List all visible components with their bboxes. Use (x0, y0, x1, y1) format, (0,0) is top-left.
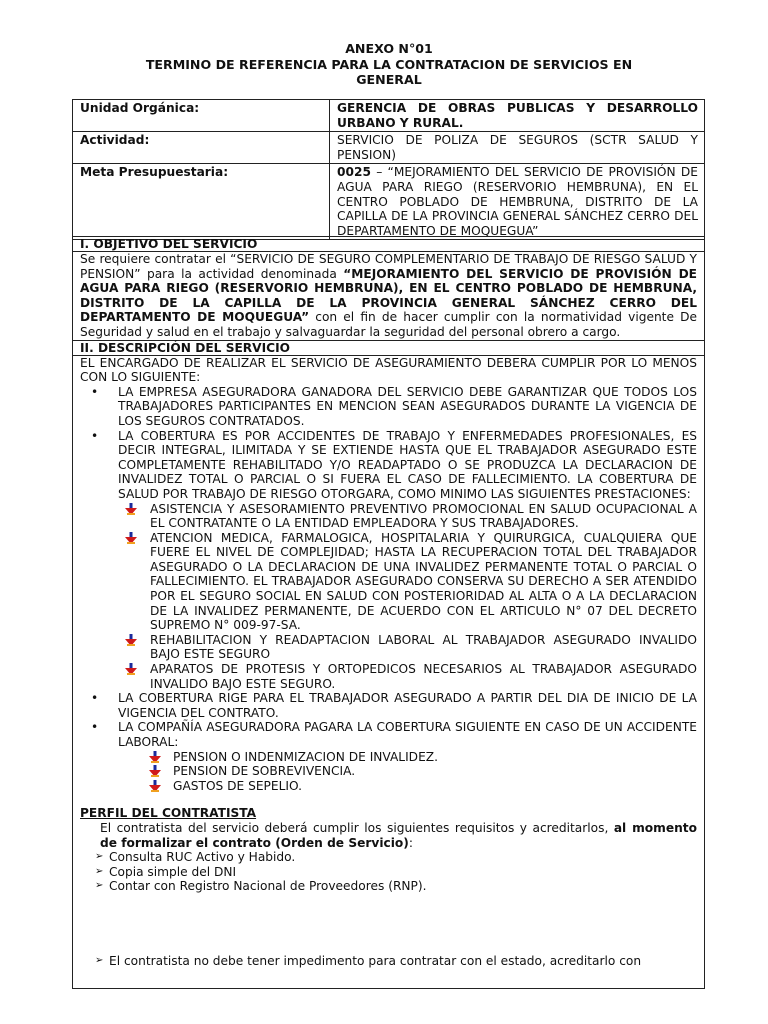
section-objetivo-text (73, 252, 704, 340)
section-descripcion-title: II. DESCRIPCIÓN DEL SERVICIO (73, 340, 704, 356)
actividad-label: Actividad: (73, 132, 330, 164)
objetivo-text-bold: “MEJORAMIENTO DEL SERVICIO DE PROVISIÓN DE AGUA PARA RIEGO (RESERVORIO HEMBRUNA), EN EL CENTRO POBLADO DE HEMBRUNA, DISTRITO DE LA CAPILLA DE LA PROVINCIA GENERAL SÁNCHEZ CERRO DEL DEPARTAMENTO DE MOQUEGUA” (80, 266, 698, 325)
table-row (73, 164, 705, 240)
meta-code: 0025 (337, 165, 371, 180)
unidad-label: Unidad Orgánica: (73, 100, 330, 132)
bullet-text: LA COBERTURA RIGE PARA EL TRABAJADOR ASEGURADO A PARTIR DEL DIA DE INICIO DE LA VIGENCIA DEL CONTRATO. (118, 691, 697, 720)
objetivo-text-a: Se requiere contratar el “SERVICIO DE SEGURO COMPLEMENTARIO DE TRABAJO DE RIESGO SALUD Y PENSION” para la actividad denominada (80, 252, 697, 281)
info-table (72, 99, 705, 240)
actividad-value: SERVICIO DE POLIZA DE SEGUROS (SCTR SALUD Y PENSION) (330, 132, 705, 164)
arrow-bullet-icon (125, 663, 137, 675)
annex-title: ANEXO N°01 (345, 41, 433, 56)
sub-item-text: ATENCION MEDICA, FARMALOGICA, HOSPITALARIA Y QUIRURGICA, CUALQUIERA QUE FUERE EL NIVEL DE COMPLEJIDAD; HASTA LA RECUPERACION TOTAL DEL TRABAJADOR ASEGURADO O LA DECLARACION DE UNA INVALIDEZ PERMANENTE TOTAL O PARCIAL O FALLECIMIENTO. EL TRABAJADOR ASEGURADO CONSERVA SU DERECHO A SER ATENDIDO POR EL SEGURO SOCIAL EN SALUD CON POSTERIORIDAD AL ALTA O A LA DECLARACION DE LA INVALIDEZ PERMANENTE, DE ACUERDO CON EL ARTICULO N° 07 DEL DECRETO SUPREMO N° 009-97-SA. (150, 530, 697, 633)
sub-item-text: APARATOS DE PROTESIS Y ORTOPEDICOS NECESARIOS AL TRABAJADOR ASEGURADO INVALIDO BAJO ESTE SEGURO. (150, 662, 697, 691)
arrow-bullet-icon (149, 765, 161, 777)
arrow-bullet-icon (125, 503, 137, 515)
list-item (73, 750, 704, 765)
arrow-bullet-icon (149, 780, 161, 792)
list-item (73, 531, 704, 633)
terms-title-line2: GENERAL (356, 72, 422, 87)
perfil-title: PERFIL DEL CONTRATISTA (80, 806, 257, 821)
list-item (73, 954, 704, 969)
sub-item-text: GASTOS DE SEPELIO. (173, 778, 302, 793)
meta-label: Meta Presupuestaria: (73, 164, 330, 240)
list-item (73, 779, 704, 794)
objetivo-text-b: con el fin de hacer cumplir con la normatividad vigente De Seguridad y salud en el trabajo y salvaguardar la seguridad del personal obrero a cargo. (80, 310, 697, 339)
perfil-intro-a: El contratista del servicio deberá cumplir los siguientes requisitos y acreditarlos, (100, 820, 614, 835)
table-row (73, 100, 705, 132)
meta-value-cell (330, 164, 705, 240)
bullet-text: LA EMPRESA ASEGURADORA GANADORA DEL SERVICIO DEBE GARANTIZAR QUE TODOS LOS TRABAJADORES PARTICIPANTES EN MENCION SEAN ASEGURADOS DURANTE LA VIGENCIA DE LOS SEGUROS CONTRATADOS. (118, 384, 697, 428)
bullet-text: LA COMPAÑÍA ASEGURADORA PAGARA LA COBERTURA SIGUIENTE EN CASO DE UN ACCIDENTE LABORAL: (118, 720, 697, 749)
terms-box (72, 236, 705, 989)
perfil-intro-bold: al momento de formalizar el contrato (Orden de Servicio) (100, 820, 697, 850)
perfil-intro (73, 821, 704, 850)
requirement-text: El contratista no debe tener impedimento para contratar con el estado, acreditarlo con (109, 953, 642, 968)
sub-item-text: REHABILITACION Y READAPTACION LABORAL AL TRABAJADOR ASEGURADO INVALIDO BAJO ESTE SEGURO (150, 632, 697, 662)
document-heading (72, 41, 706, 88)
bullet-icon: • (91, 691, 99, 706)
requirement-text: Consulta RUC Activo y Habido. (109, 850, 296, 865)
arrowhead-bullet-icon: ➢ (95, 880, 104, 892)
meta-value: – “MEJORAMIENTO DEL SERVICIO DE PROVISIÓN DE AGUA PARA RIEGO (RESERVORIO HEMBRUNA), EN EL CENTRO POBLADO DE HEMBRUNA, DISTRITO DE LA CAPILLA DE LA PROVINCIA GENERAL SÁNCHEZ CERRO DEL DEPARTAMENTO DE MOQUEGUA” (337, 165, 698, 238)
list-item (73, 429, 704, 502)
table-row (73, 132, 705, 164)
list-item (73, 691, 704, 720)
arrow-bullet-icon (125, 532, 137, 544)
list-item (73, 865, 704, 880)
requirement-text: Copia simple del DNI (109, 864, 237, 879)
bullet-icon: • (91, 428, 99, 443)
sub-item-text: ASISTENCIA Y ASESORAMIENTO PREVENTIVO PROMOCIONAL EN SALUD OCUPACIONAL A EL CONTRATANTE O LA ENTIDAD EMPLEADORA Y SUS TRABAJADORES. (150, 501, 697, 531)
spacer (73, 894, 704, 954)
terms-title-line1: TERMINO DE REFERENCIA PARA LA CONTRATACION DE SERVICIOS EN (145, 56, 633, 72)
sub-item-text: PENSION DE SOBREVIVENCIA. (173, 764, 356, 779)
list-item (73, 879, 704, 894)
list-item (73, 720, 704, 749)
arrowhead-bullet-icon: ➢ (95, 865, 104, 877)
arrow-bullet-icon (125, 634, 137, 646)
list-item (73, 385, 704, 429)
list-item (73, 850, 704, 865)
list-item (73, 662, 704, 691)
unidad-value: GERENCIA DE OBRAS PUBLICAS Y DESARROLLO URBANO Y RURAL. (330, 100, 705, 132)
arrow-bullet-icon (149, 751, 161, 763)
list-item (73, 502, 704, 531)
sub-item-text: PENSION O INDENMIZACION DE INVALIDEZ. (173, 749, 438, 764)
requirement-text: Contar con Registro Nacional de Proveedores (RNP). (109, 879, 427, 894)
descripcion-intro: EL ENCARGADO DE REALIZAR EL SERVICIO DE ASEGURAMIENTO DEBERA CUMPLIR POR LO MENOS CON LO SIGUIENTE: (80, 355, 697, 385)
arrowhead-bullet-icon: ➢ (95, 851, 104, 863)
list-item (73, 633, 704, 662)
arrowhead-bullet-icon: ➢ (95, 954, 104, 966)
bullet-text: LA COBERTURA ES POR ACCIDENTES DE TRABAJO Y ENFERMEDADES PROFESIONALES, ES DECIR INTEGRAL, ILIMITADA Y SE EXTIENDE HASTA QUE EL TRABAJADOR ASEGURADO ESTE COMPLETAMENTE REHABILITADO Y/O READAPTADO O SE PRODUZCA LA DECLARACION DE INVALIDEZ TOTAL O PARCIAL O SI FUERA EL CASO DE FALLECIMIENTO. LA COBERTURA DE SALUD POR TRABAJO DE RIESGO OTORGARA, COMO MINIMO LAS SIGUIENTES PRESTACIONES: (118, 428, 697, 501)
bullet-icon: • (91, 384, 99, 399)
perfil-intro-b: : (408, 835, 413, 850)
bullet-icon: • (91, 720, 99, 735)
list-item (73, 764, 704, 779)
section-objetivo-title: I. OBJETIVO DEL SERVICIO (73, 237, 704, 252)
